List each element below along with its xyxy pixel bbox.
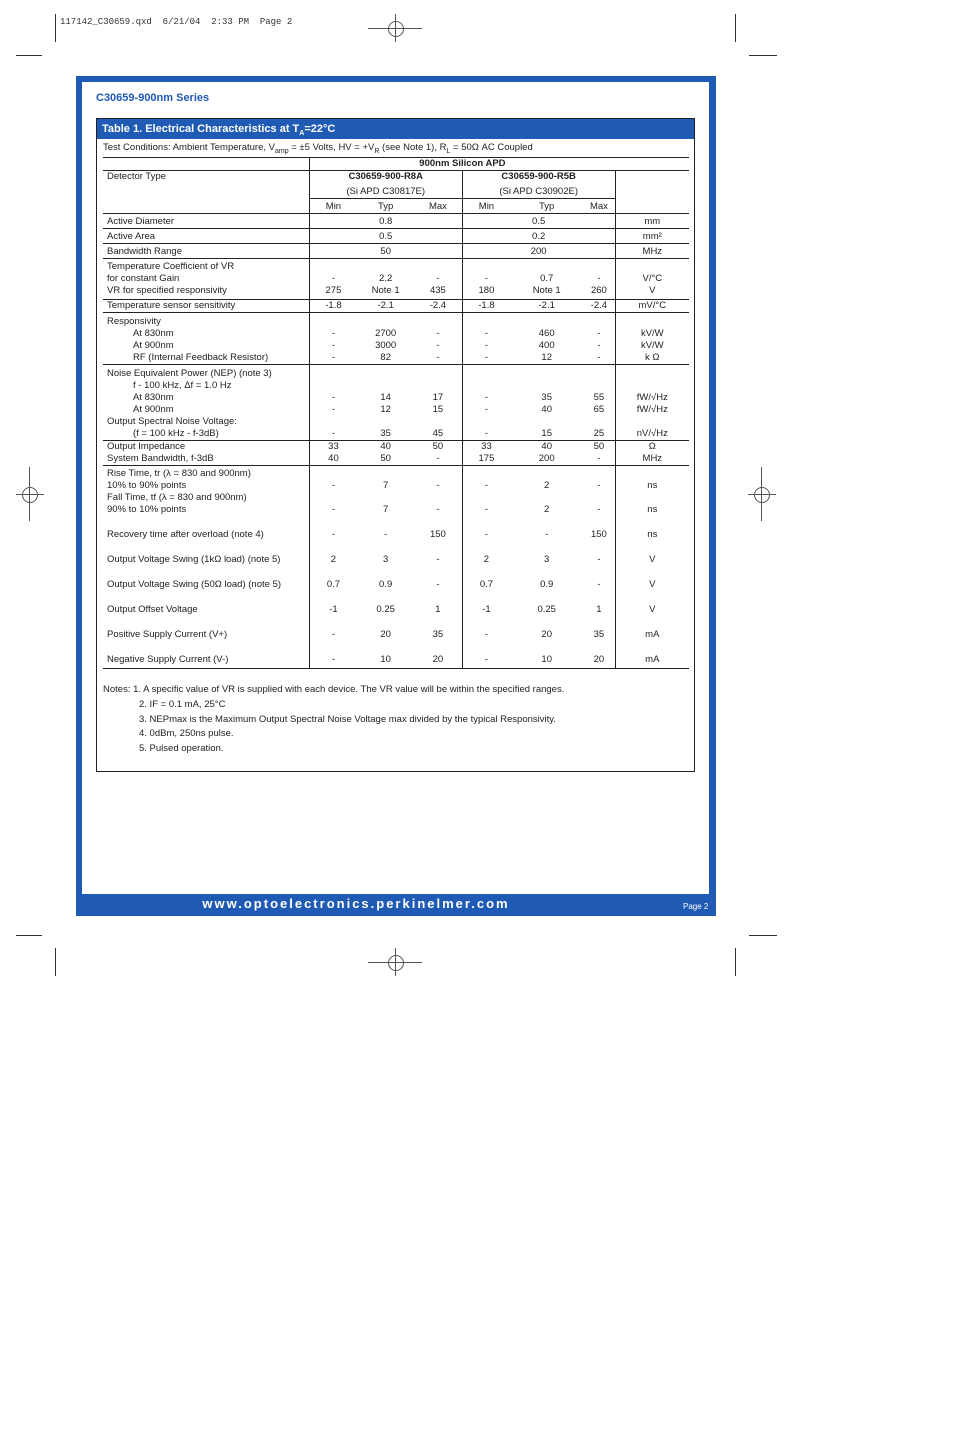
table-cell: 1 [596,603,602,615]
table-cell: 40 [541,440,552,452]
unit-cell: ns [615,504,689,516]
table-cell: - [384,528,388,540]
table-cell: -1.8 [462,299,510,312]
table-cell: -2.1 [538,299,555,311]
table-cell: 15 [541,427,552,439]
unit-cell: kV/W [615,340,689,352]
table-cell: 150 [429,528,446,540]
registration-line [395,14,396,42]
unit-cell: mV/°C [615,299,689,312]
model-b-si: (Si APD C30902E) [462,183,615,199]
table-row [103,554,689,566]
table-row [103,529,689,541]
unit-cell: V [615,285,689,299]
unit-cell: V [615,554,689,566]
unit-cell: kV/W [615,328,689,340]
table-cell: 435 [429,285,446,296]
table-cell: 180 [462,285,510,299]
table-cell: 20 [432,653,444,665]
table-cell: - [597,339,601,351]
table-cell: - [462,480,510,492]
table-cell: 45 [432,427,444,439]
crop-mark [16,935,42,936]
table-cell: 12 [380,403,391,415]
table-row-label: Output Voltage Swing (1kΩ load) (note 5) [107,553,281,565]
table-cell: - [436,479,440,491]
table-row-label: (f = 100 kHz - f-3dB) [133,427,219,439]
unit-cell: fW/√Hz [615,392,689,404]
registration-mark-right [754,487,770,503]
table-cell: 3 [544,553,550,565]
table-row: Active Area 0.5 0.2 mm² [103,229,689,244]
table-cell: - [436,327,440,339]
table-row [103,629,689,641]
table-row-label: At 830nm [133,327,174,339]
table-cell: - [462,654,510,666]
table-cell: 40 [380,440,391,452]
table-row-label: System Bandwidth, f-3dB [107,452,214,464]
table-cell: 10 [541,653,552,665]
table-row-label: Output Voltage Swing (50Ω load) (note 5) [107,578,281,590]
unit-cell: V [615,604,689,616]
table-row [103,428,689,441]
table-cell: 82 [380,351,391,363]
unit-cell: fW/√Hz [615,404,689,416]
table-cell: 0.7 [462,579,510,591]
table-cell: 2 [544,503,550,515]
table-cell: - [309,340,357,352]
table-cell: 35 [432,628,444,640]
table-row-label: At 830nm [133,391,174,403]
table-cell: - [597,503,601,515]
col-header: Max [414,199,462,214]
table-row-label: 90% to 10% points [107,503,187,515]
table-cell: 12 [541,351,552,363]
table-cell: 40 [309,453,357,466]
table-cell: 40 [541,403,552,415]
website-url[interactable]: www.optoelectronics.perkinelmer.com [202,896,510,911]
table-cell: - [436,273,440,284]
table-cell: - [462,629,510,641]
table-row [103,480,689,492]
table-cell: - [462,340,510,352]
note-3: 3. NEPmax is the Maximum Output Spectral Noise Voltage max divided by the typical Responsivity. [139,713,556,725]
table-cell: - [597,273,601,284]
table-cell: 50 [593,440,605,452]
electrical-characteristics-table [96,118,695,772]
table-cell: 150 [590,528,607,540]
table-cell: - [462,273,510,285]
table-cell: - [436,452,440,464]
table-cell: 20 [593,653,605,665]
table-row-label: for constant Gain [107,273,180,284]
table-row-label: Recovery time after overload (note 4) [107,528,264,540]
table-cell: -1 [462,604,510,616]
table-cell: 2700 [375,327,397,339]
registration-line [16,494,44,495]
table-cell: -2.4 [590,299,608,311]
series-title: C30659-900nm Series [96,92,210,104]
unit-cell: V [615,579,689,591]
unit-cell: V/°C [615,273,689,285]
table-row [103,404,689,416]
table-cell: - [309,428,357,441]
table-cell: 0.25 [537,603,556,615]
table-cell: 260 [590,285,607,296]
table-cell: 15 [432,403,444,415]
table-row [103,340,689,352]
registration-mark-left [22,487,38,503]
table-cell: - [309,504,357,516]
table-cell: 55 [593,391,605,403]
note-5: 5. Pulsed operation. [139,743,224,755]
crop-mark [749,935,777,936]
unit-cell: mA [615,629,689,641]
spec-table [103,157,689,669]
table-cell: - [309,654,357,666]
table-cell: - [462,529,510,541]
table-row [103,392,689,404]
table-cell: 20 [541,628,552,640]
table-row-label: Output Offset Voltage [107,603,198,615]
table-cell: 2 [462,554,510,566]
note-1: Notes: 1. A specific value of VR is supplied with each device. The VR value will be within the specified ranges. [103,684,565,695]
col-header: Typ [510,199,583,214]
table-cell: 35 [593,628,605,640]
table-cell: - [309,529,357,541]
table-title: Table 1. Electrical Characteristics at $T_A=22^\circ C$ [97,119,694,139]
table-row [103,299,689,312]
table-cell: - [309,629,357,641]
group-header: 900nm Silicon APD [309,158,615,171]
table-row [103,453,689,466]
table-row-label: Negative Supply Current (V-) [107,653,229,665]
col-header: Min [309,199,357,214]
table-row [103,273,689,285]
table-cell: 0.9 [540,578,554,590]
crop-mark [735,14,736,42]
table-row-label: Noise Equivalent Power (NEP) (note 3) [107,367,272,379]
table-cell: 3 [382,553,389,565]
table-row [103,654,689,666]
col-header: Min [462,199,510,214]
table-cell: 460 [538,327,555,339]
table-row [103,285,689,299]
table-row-label: Fall Time, tf (λ = 830 and 900nm) [107,491,247,503]
table-row-label: Detector Type [107,171,166,182]
table-cell: - [597,479,601,491]
unit-cell: ns [615,529,689,541]
model-a-si: (Si APD C30817E) [309,183,462,199]
table-row-label: VR for specified responsivity [107,285,227,296]
table-cell: - [597,553,601,565]
crop-mark [55,948,56,976]
table-cell: - [436,578,440,590]
table-cell: - [436,503,440,515]
table-cell: Note 1 [532,285,561,296]
table-row [103,604,689,616]
table-cell: - [436,553,440,565]
table-row-label: Positive Supply Current (V+) [107,628,228,640]
unit-cell: ns [615,480,689,492]
note-4: 4. 0dBm, 250ns pulse. [139,728,234,740]
table-cell: - [545,528,549,540]
table-cell: 35 [380,427,391,439]
table-cell: 65 [593,403,605,415]
registration-line [748,494,776,495]
table-cell: - [309,480,357,492]
unit-cell: k Ω [615,352,689,365]
model-b-name: C30659-900-R5B [462,171,615,184]
crop-mark [749,55,777,56]
table-cell: 2.2 [379,273,393,284]
table-cell: - [462,428,510,441]
table-row-label: At 900nm [133,403,174,415]
col-header: Typ [357,199,414,214]
table-row-label: f - 100 kHz, Δf = 1.0 Hz [133,379,232,391]
registration-line [29,467,30,521]
table-cell: 7 [382,479,389,491]
table-cell: 3000 [375,339,397,351]
registration-mark-top [388,21,404,37]
table-cell: 1 [435,603,441,615]
table-cell: 10 [380,653,391,665]
table-row-label: Temperature Coefficient of VR [107,261,235,272]
table-row [103,504,689,516]
print-slug: 117142_C30659.qxd 6/21/04 2:33 PM Page 2 [60,17,293,27]
registration-line [761,467,762,521]
table-cell: 14 [380,391,391,403]
registration-mark-bottom [388,955,404,971]
unit-cell: mA [615,654,689,666]
table-cell: - [597,351,601,363]
unit-cell: Ω [615,440,689,453]
table-cell: 35 [541,391,552,403]
table-cell: 33 [462,440,510,453]
table-row [103,328,689,340]
table-row-label: Responsivity [107,315,161,327]
table-notes [103,683,564,757]
table-cell: 0.7 [309,579,357,591]
table-cell: 0.7 [540,273,554,284]
table-cell: - [597,452,601,464]
table-cell: - [462,392,510,404]
page-number: Page 2 [683,902,709,911]
table-cell: -2.1 [377,299,394,311]
table-row-label: Rise Time, tr (λ = 830 and 900nm) [107,467,251,479]
table-cell: - [462,504,510,516]
table-row: Active Diameter 0.8 0.5 mm [103,214,689,229]
crop-mark [55,14,56,42]
table-cell: Note 1 [371,285,400,296]
table-cell: -2.4 [429,299,447,311]
crop-mark [16,55,42,56]
table-row-label: 10% to 90% points [107,479,187,491]
table-cell: 0.9 [379,578,393,590]
table-cell: - [462,404,510,416]
table-cell: - [309,328,357,340]
table-cell: - [309,392,357,404]
table-row [103,579,689,591]
table-cell: 2 [544,479,550,491]
table-row-label: Temperature sensor sensitivity [107,299,236,311]
col-header: Max [583,199,615,214]
table-cell: 50 [380,452,391,464]
unit-cell: nV/√Hz [615,428,689,441]
table-cell: 2 [309,554,357,566]
table-row-label: Output Spectral Noise Voltage: [107,415,237,427]
table-cell: 175 [462,453,510,466]
table-cell: 7 [382,503,389,515]
table-cell: - [462,352,510,365]
table-cell: 20 [380,628,391,640]
table-cell: - [436,351,440,363]
note-2: 2. IF = 0.1 mA, 25°C [139,698,226,710]
table-row [103,352,689,365]
table-cell: - [462,328,510,340]
table-cell: - [436,339,440,351]
model-a-name: C30659-900-R8A [309,171,462,184]
registration-line [395,948,396,976]
table-cell: - [309,352,357,365]
table-cell: 33 [309,440,357,453]
table-cell: - [309,404,357,416]
table-cell: - [597,578,601,590]
test-conditions: Test Conditions: Ambient Temperature, $V_{amp} = \pm 5$ Volts, HV = $+V_R$ (see Note 1), $R_L = 50\Omega$ AC Coupled [103,142,533,155]
table-cell: - [597,327,601,339]
table-cell: 0.25 [376,603,395,615]
table-row-label: Output Impedance [107,440,186,452]
table-cell: 275 [309,285,357,299]
table-cell: 50 [432,440,444,452]
table-cell: -1.8 [309,299,357,312]
unit-cell: MHz [615,453,689,466]
crop-mark [735,948,736,976]
table-cell: - [309,273,357,285]
table-cell: 17 [432,391,444,403]
table-cell: 400 [538,339,555,351]
table-cell: -1 [309,604,357,616]
table-row [103,440,689,453]
table-cell: 200 [538,452,555,464]
table-cell: 25 [593,427,605,439]
table-row: Bandwidth Range 50 200 MHz [103,244,689,259]
table-row-label: RF (Internal Feedback Resistor) [133,351,269,363]
table-row-label: At 900nm [133,339,174,351]
